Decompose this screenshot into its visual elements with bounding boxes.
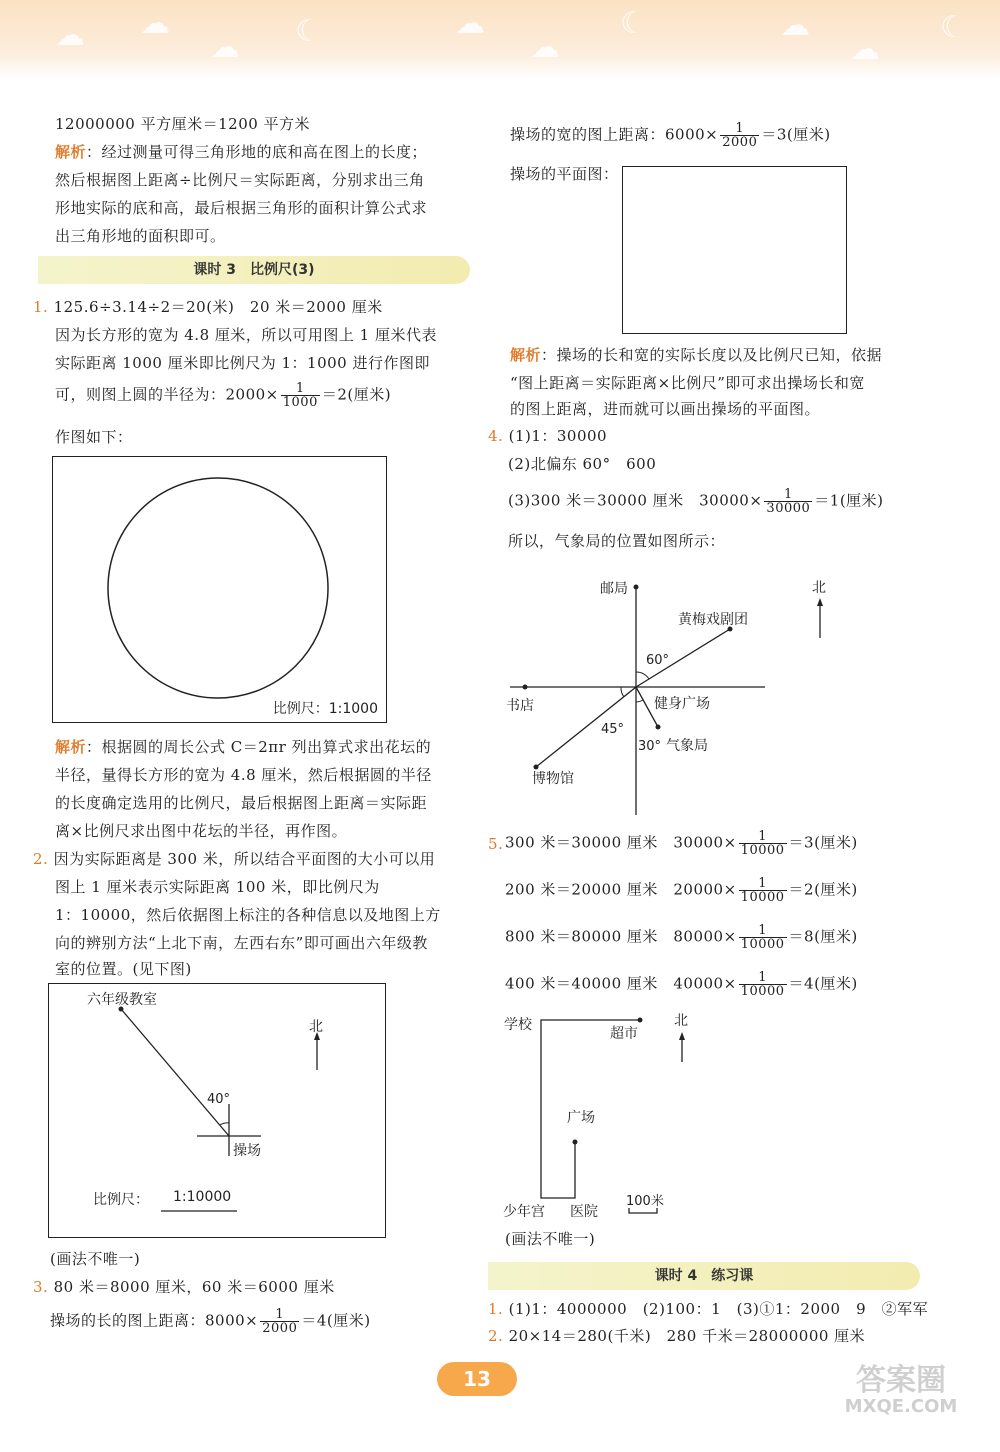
text: 200 米＝20000 厘米 20000×: [505, 880, 737, 899]
analysis-line: [55, 736, 431, 757]
text-line: “图上距离＝实际距离×比例尺”即可求出操场长和宽: [510, 374, 865, 392]
question-2: [33, 848, 435, 869]
text: ：经过测量可得三角形地的底和高在图上的长度；: [86, 143, 428, 161]
text: (1)1：30000: [508, 427, 608, 445]
header-banner: [0, 0, 1000, 78]
fitness-square-label: 健身广场: [654, 696, 710, 712]
north-label: 北: [309, 1019, 323, 1035]
watermark-bottom: MXQE.COM: [844, 1396, 958, 1417]
text-line: [508, 488, 884, 515]
question-3: [33, 1276, 335, 1297]
text-line: 离×比例尺求出图中花坛的半径，再作图。: [55, 822, 348, 840]
text: 800 米＝80000 厘米 80000×: [505, 927, 737, 946]
text: ＝3(厘米): [761, 125, 831, 144]
text-line: 所以，气象局的位置如图所示：: [508, 532, 726, 550]
text: 80 米＝8000 厘米，60 米＝6000 厘米: [53, 1278, 335, 1296]
scale-label: 比例尺：1:1000: [272, 701, 378, 717]
scale-label: 比例尺：: [93, 1192, 149, 1208]
text: 操场的宽的图上距离：6000×: [510, 125, 719, 144]
watermark-top: 答案圈: [856, 1363, 946, 1398]
numerator: 1: [764, 488, 812, 502]
cloud-icon: ☁: [140, 6, 170, 41]
weather-point: [656, 725, 661, 730]
flowerbed-circle: [108, 478, 328, 698]
analysis-line: [55, 141, 427, 162]
playground-label: 操场: [233, 1143, 261, 1159]
text: ＝4(厘米): [788, 974, 858, 993]
denominator: 1000: [282, 395, 318, 410]
cloud-icon: ☁: [850, 32, 880, 67]
practice-1: [488, 1298, 928, 1319]
market-point: [638, 1018, 643, 1023]
text: ＝1(厘米): [814, 491, 884, 510]
circle-diagram: [52, 456, 387, 723]
angle-arc-45: [621, 687, 624, 697]
text: 400 米＝40000 厘米 40000×: [505, 974, 737, 993]
text: 20×14＝280(千米) 280 千米＝28000000 厘米: [508, 1327, 866, 1345]
q5-row: [505, 830, 858, 857]
school-label: 学校: [504, 1017, 532, 1033]
numerator: 1: [720, 122, 759, 136]
question-4: [488, 425, 607, 446]
text: ：根据圆的周长公式 C＝2πr 列出算式求出花坛的: [86, 738, 432, 756]
text: ＝8(厘米): [788, 927, 858, 946]
text: ＝3(厘米): [788, 833, 858, 852]
text: (3)300 米＝30000 厘米 30000×: [508, 491, 763, 510]
text: ：操场的长和宽的实际长度以及比例尺已知，依据: [541, 346, 883, 364]
text: (1)1：4000000 (2)100：1 (3)①1：2000 9 ②军军: [508, 1300, 929, 1318]
fraction: [281, 382, 320, 409]
text-line: 1：10000，然后依据图上标注的各种信息以及地图上方: [55, 906, 441, 924]
classroom-map: [48, 983, 386, 1238]
bookstore-point: [523, 685, 528, 690]
direction-line: [121, 1009, 229, 1136]
supermarket-label: 超市: [610, 1026, 638, 1042]
route-map-svg: [500, 1010, 700, 1225]
numerator: 1: [281, 382, 320, 396]
square-label: 广场: [567, 1110, 595, 1126]
denominator: 10000: [740, 843, 785, 858]
north-arrow: [814, 596, 826, 640]
angle-60-label: 60°: [646, 653, 670, 668]
text-line: 12000000 平方厘米＝1200 平方米: [55, 115, 311, 133]
angle-arc: [220, 1123, 229, 1125]
text-line: 的长度确定选用的比例尺，最后根据图上距离＝实际距: [55, 794, 428, 812]
question-number: 1.: [33, 298, 49, 316]
analysis-label: 解析: [510, 346, 542, 364]
fraction: [739, 830, 787, 857]
text-line: [50, 1308, 371, 1335]
museum-label: 博物馆: [532, 771, 574, 787]
text-line: 的图上距离，进而就可以画出操场的平面图。: [510, 400, 821, 418]
page-number: 13: [437, 1362, 517, 1396]
question-number: 3.: [33, 1278, 49, 1296]
question-number: 5.: [488, 835, 504, 853]
angle-30-label: 30°: [638, 739, 662, 754]
denominator: 2000: [262, 1321, 298, 1336]
text-line: [510, 122, 831, 149]
text-line: 然后根据图上距离÷比例尺＝实际距离，分别求出三角: [55, 171, 425, 189]
north-label: 北: [674, 1013, 688, 1029]
question-number: 2.: [488, 1327, 504, 1345]
text-line: 形地实际的底和高，最后根据三角形的面积计算公式求: [55, 199, 428, 217]
question-5-number-row: [488, 835, 503, 853]
route-map: [500, 1010, 700, 1225]
cloud-icon: ☁: [530, 30, 560, 65]
text-line: 出三角形地的面积即可。: [55, 227, 226, 245]
question-number: 2.: [33, 850, 49, 868]
cloud-icon: ☁: [210, 30, 240, 65]
north-label: 北: [812, 580, 826, 596]
note: (画法不唯一): [50, 1250, 141, 1268]
classroom-label: 六年级教室: [87, 992, 157, 1008]
moon-icon: ☾: [295, 14, 322, 49]
text: 操场的长的图上距离：8000×: [50, 1311, 259, 1330]
text-line: 因为长方形的宽为 4.8 厘米，所以可用图上 1 厘米代表: [55, 326, 437, 344]
text: ＝2(厘米): [321, 385, 392, 404]
circle-svg: [53, 457, 386, 722]
question-number: 4.: [488, 427, 504, 445]
post-office-label: 邮局: [600, 581, 628, 597]
fraction: [739, 971, 787, 998]
text-line: 操场的平面图：: [510, 165, 619, 183]
fraction: [739, 924, 787, 951]
cloud-icon: ☁: [55, 18, 85, 53]
text-line: 图上 1 厘米表示实际距离 100 米，即比例尺为: [55, 878, 380, 896]
scale-value: 1:10000: [173, 1189, 232, 1205]
north-arrowhead: [679, 1032, 685, 1040]
fraction: [764, 488, 812, 515]
text-line: 向的辨别方法“上北下南，左西右东”即可画出六年级教: [55, 934, 428, 952]
denominator: 10000: [740, 937, 785, 952]
text: 125.6÷3.14÷2＝20(米) 20 米＝2000 厘米: [53, 298, 383, 316]
square-point: [573, 1140, 578, 1145]
hospital-label: 医院: [570, 1204, 598, 1220]
denominator: 30000: [766, 501, 811, 516]
north-arrowhead: [817, 598, 823, 606]
cloud-icon: ☁: [455, 6, 485, 41]
q5-row: [505, 877, 858, 904]
section-title-lesson4: 课时 4 练习课: [488, 1262, 920, 1290]
analysis-label: 解析: [55, 738, 87, 756]
angle-label: 40°: [207, 1092, 231, 1107]
text-line: (2)北偏东 60° 600: [508, 455, 657, 473]
text-line: 室的位置。(见下图): [55, 960, 192, 978]
text-line: [55, 382, 391, 409]
weather-bureau-map: [500, 565, 800, 820]
note: (画法不唯一): [505, 1230, 596, 1248]
text: ＝4(厘米): [301, 1311, 371, 1330]
moon-icon: ☾: [620, 6, 647, 41]
bookstore-label: 书店: [506, 698, 534, 714]
cloud-icon: ☁: [780, 8, 810, 43]
practice-2: [488, 1325, 865, 1346]
analysis-label: 解析: [55, 143, 87, 161]
text: ＝2(厘米): [788, 880, 858, 899]
weather-bureau-label: 气象局: [666, 738, 708, 754]
denominator: 10000: [740, 984, 785, 999]
analysis-line: [510, 344, 882, 365]
post-office-point: [634, 585, 639, 590]
angle-arc-30: [636, 700, 643, 702]
q5-row: [505, 924, 858, 951]
fraction: [720, 122, 759, 149]
numerator: 1: [739, 877, 787, 891]
numerator: 1: [739, 971, 787, 985]
youth-palace-label: 少年宫: [503, 1204, 545, 1220]
text: 300 米＝30000 厘米 30000×: [505, 833, 737, 852]
section-title-lesson3: 课时 3 比例尺(3): [38, 256, 470, 284]
text: 因为实际距离是 300 米，所以结合平面图的大小可以用: [53, 850, 436, 868]
numerator: 1: [739, 830, 787, 844]
text-line: 作图如下：: [55, 428, 133, 446]
numerator: 1: [739, 924, 787, 938]
text-line: 实际距离 1000 厘米即比例尺为 1：1000 进行作图即: [55, 354, 430, 372]
denominator: 2000: [722, 135, 758, 150]
playground-plan-rectangle: [622, 166, 847, 334]
question-number: 1.: [488, 1300, 504, 1318]
fraction: [739, 877, 787, 904]
denominator: 10000: [740, 890, 785, 905]
text: 可，则图上圆的半径为：2000×: [55, 385, 279, 404]
text-line: 半径，量得长方形的宽为 4.8 厘米，然后根据圆的半径: [55, 766, 432, 784]
fraction: [260, 1308, 299, 1335]
angle-45-label: 45°: [601, 722, 625, 737]
q5-row: [505, 971, 858, 998]
theater-label: 黄梅戏剧团: [678, 612, 748, 628]
angle-arc-60: [636, 672, 649, 679]
scale-label: 100米: [626, 1194, 664, 1209]
numerator: 1: [260, 1308, 299, 1322]
watermark: [816, 1364, 986, 1444]
question-1: [33, 296, 383, 317]
moon-icon: ☾: [940, 10, 967, 45]
